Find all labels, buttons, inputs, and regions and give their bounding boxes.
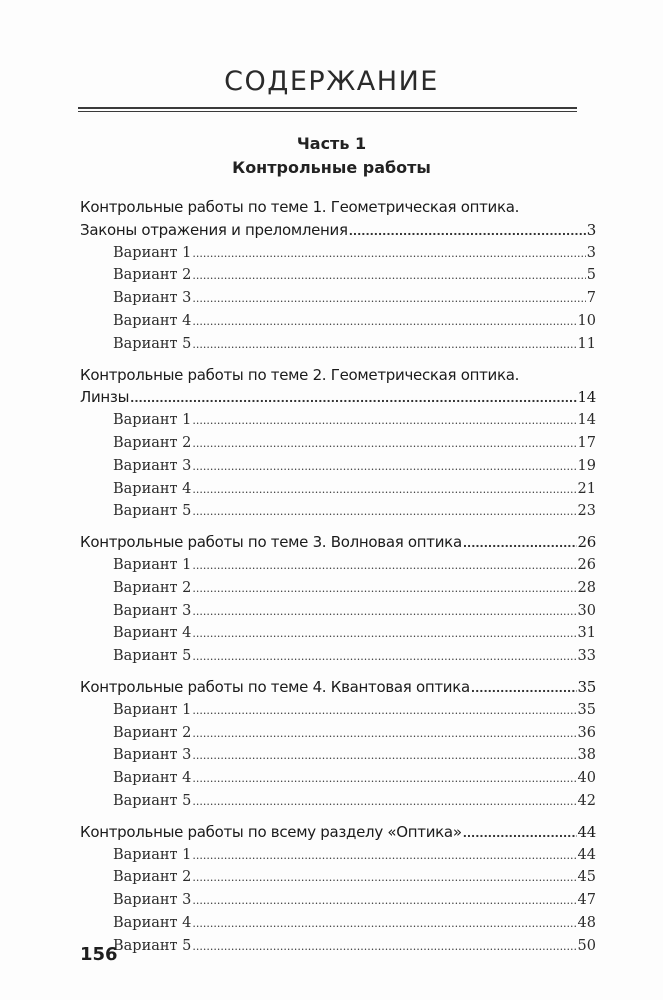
variant-label: Вариант 1 xyxy=(113,244,192,261)
dot-leader xyxy=(192,623,576,646)
variant-label: Вариант 2 xyxy=(113,869,192,886)
dot-leader xyxy=(192,410,576,433)
toc-entry-variant[interactable] xyxy=(80,432,596,455)
toc-entry-variant[interactable] xyxy=(80,577,596,600)
toc-entry-variant[interactable] xyxy=(80,600,596,623)
page-title: СОДЕРЖАНИЕ xyxy=(224,66,439,97)
variant-page-number: 40 xyxy=(577,770,596,787)
variant-label: Вариант 2 xyxy=(113,434,192,451)
variant-label: Вариант 3 xyxy=(113,457,192,474)
dot-leader xyxy=(192,334,576,357)
toc-entry-variant[interactable] xyxy=(80,622,596,645)
part-name: Контрольные работы xyxy=(232,158,431,177)
variant-page-number: 17 xyxy=(577,434,596,451)
section-page-number: 26 xyxy=(577,533,596,552)
variant-label: Вариант 5 xyxy=(113,648,192,665)
toc-section-4 xyxy=(80,676,596,813)
section-title: Контрольные работы по всему разделу «Оптика» xyxy=(80,822,462,841)
variant-label: Вариант 4 xyxy=(113,312,192,329)
dot-leader xyxy=(192,433,576,456)
toc-entry-variant[interactable] xyxy=(80,866,596,889)
section-title: Контрольные работы по теме 4. Квантовая оптика xyxy=(80,677,470,696)
variant-label: Вариант 4 xyxy=(113,770,192,787)
toc-entry-variant[interactable] xyxy=(80,333,596,356)
variant-label: Вариант 2 xyxy=(113,267,192,284)
section-title-row[interactable] xyxy=(80,219,596,242)
variant-page-number: 14 xyxy=(577,412,596,429)
variant-page-number: 11 xyxy=(577,335,596,352)
variant-page-number: 35 xyxy=(577,701,596,718)
toc-entry-variant[interactable] xyxy=(80,500,596,523)
dot-leader xyxy=(349,221,586,244)
toc-entry-variant[interactable] xyxy=(80,409,596,432)
variant-label: Вариант 2 xyxy=(113,724,192,741)
section-page-number: 35 xyxy=(577,677,596,696)
dot-leader xyxy=(192,791,576,814)
section-page-number: 44 xyxy=(577,822,596,841)
variant-label: Вариант 4 xyxy=(113,625,192,642)
variant-label: Вариант 3 xyxy=(113,602,192,619)
variant-page-number: 44 xyxy=(577,846,596,863)
toc-section-1 xyxy=(80,196,596,356)
toc-entry-variant[interactable] xyxy=(80,912,596,935)
toc-entry-variant[interactable] xyxy=(80,264,596,287)
variant-page-number: 36 xyxy=(577,724,596,741)
dot-leader xyxy=(192,265,585,288)
variant-page-number: 42 xyxy=(577,792,596,809)
variant-page-number: 50 xyxy=(577,937,596,954)
toc-entry-variant[interactable] xyxy=(80,844,596,867)
dot-leader xyxy=(192,700,576,723)
variant-page-number: 47 xyxy=(577,892,596,909)
dot-leader xyxy=(192,288,585,311)
toc-entry-variant[interactable] xyxy=(80,455,596,478)
toc-entry-variant[interactable] xyxy=(80,242,596,265)
table-of-contents xyxy=(80,196,596,966)
variant-label: Вариант 3 xyxy=(113,290,192,307)
dot-leader xyxy=(192,578,576,601)
variant-page-number: 5 xyxy=(586,267,596,284)
toc-entry-variant[interactable] xyxy=(80,889,596,912)
dot-leader xyxy=(192,936,576,959)
dot-leader xyxy=(192,555,576,578)
dot-leader xyxy=(192,913,576,936)
variant-page-number: 23 xyxy=(577,503,596,520)
dot-leader xyxy=(192,890,576,913)
toc-section-2 xyxy=(80,364,596,524)
variant-label: Вариант 5 xyxy=(113,792,192,809)
section-title-row[interactable] xyxy=(80,386,596,409)
part-number: Часть 1 xyxy=(296,134,367,153)
variant-page-number: 7 xyxy=(586,290,596,307)
dot-leader xyxy=(192,479,576,502)
variant-page-number: 3 xyxy=(586,244,596,261)
variant-label: Вариант 4 xyxy=(113,914,192,931)
variant-label: Вариант 5 xyxy=(113,937,192,954)
section-page-number: 14 xyxy=(577,388,596,407)
toc-entry-variant[interactable] xyxy=(80,744,596,767)
variant-label: Вариант 5 xyxy=(113,503,192,520)
dot-leader xyxy=(192,501,576,524)
dot-leader xyxy=(192,456,576,479)
toc-section-3 xyxy=(80,531,596,668)
toc-entry-variant[interactable] xyxy=(80,767,596,790)
variant-page-number: 33 xyxy=(577,648,596,665)
variant-label: Вариант 3 xyxy=(113,892,192,909)
section-title-line[interactable]: Контрольные работы по теме 2. Геометрическая оптика. xyxy=(80,365,520,384)
dot-leader xyxy=(192,745,576,768)
section-title-line[interactable]: Контрольные работы по теме 1. Геометрическая оптика. xyxy=(80,198,520,216)
dot-leader xyxy=(192,867,576,890)
dot-leader xyxy=(463,823,577,846)
dot-leader xyxy=(192,723,576,746)
variant-page-number: 48 xyxy=(577,914,596,931)
variant-page-number: 31 xyxy=(577,625,596,642)
section-title: Линзы xyxy=(80,388,130,407)
variant-label: Вариант 1 xyxy=(113,412,192,429)
dot-leader xyxy=(192,646,576,669)
variant-label: Вариант 4 xyxy=(113,480,192,497)
toc-entry-variant[interactable] xyxy=(80,699,596,722)
variant-page-number: 28 xyxy=(577,579,596,596)
dot-leader xyxy=(463,533,577,556)
toc-entry-variant[interactable] xyxy=(80,722,596,745)
dot-leader xyxy=(471,678,577,701)
toc-entry-variant[interactable] xyxy=(80,310,596,333)
variant-label: Вариант 1 xyxy=(113,556,192,573)
variant-label: Вариант 1 xyxy=(113,701,192,718)
variant-page-number: 45 xyxy=(577,869,596,886)
section-title: Контрольные работы по теме 3. Волновая оптика xyxy=(80,533,462,552)
section-title-row[interactable] xyxy=(80,676,596,699)
variant-page-number: 26 xyxy=(577,556,596,573)
toc-entry-variant[interactable] xyxy=(80,478,596,501)
section-title-row[interactable] xyxy=(80,821,596,844)
toc-section-5 xyxy=(80,821,596,958)
dot-leader xyxy=(192,311,576,334)
dot-leader xyxy=(130,388,576,411)
toc-entry-variant[interactable] xyxy=(80,554,596,577)
title-divider xyxy=(78,107,577,112)
variant-label: Вариант 1 xyxy=(113,846,192,863)
dot-leader xyxy=(192,768,576,791)
toc-entry-variant[interactable] xyxy=(80,287,596,310)
toc-entry-variant[interactable] xyxy=(80,935,596,958)
variant-page-number: 30 xyxy=(577,602,596,619)
variant-page-number: 38 xyxy=(577,747,596,764)
variant-label: Вариант 3 xyxy=(113,747,192,764)
toc-entry-variant[interactable] xyxy=(80,790,596,813)
toc-entry-variant[interactable] xyxy=(80,645,596,668)
dot-leader xyxy=(192,243,585,266)
folio-page-number: 156 xyxy=(80,944,118,965)
variant-label: Вариант 2 xyxy=(113,579,192,596)
variant-page-number: 21 xyxy=(577,480,596,497)
variant-page-number: 19 xyxy=(577,457,596,474)
variant-page-number: 10 xyxy=(577,312,596,329)
dot-leader xyxy=(192,601,576,624)
section-title-row[interactable] xyxy=(80,531,596,554)
variant-label: Вариант 5 xyxy=(113,335,192,352)
section-page-number: 3 xyxy=(586,220,596,239)
section-title: Законы отражения и преломления xyxy=(80,220,348,239)
dot-leader xyxy=(192,845,576,868)
